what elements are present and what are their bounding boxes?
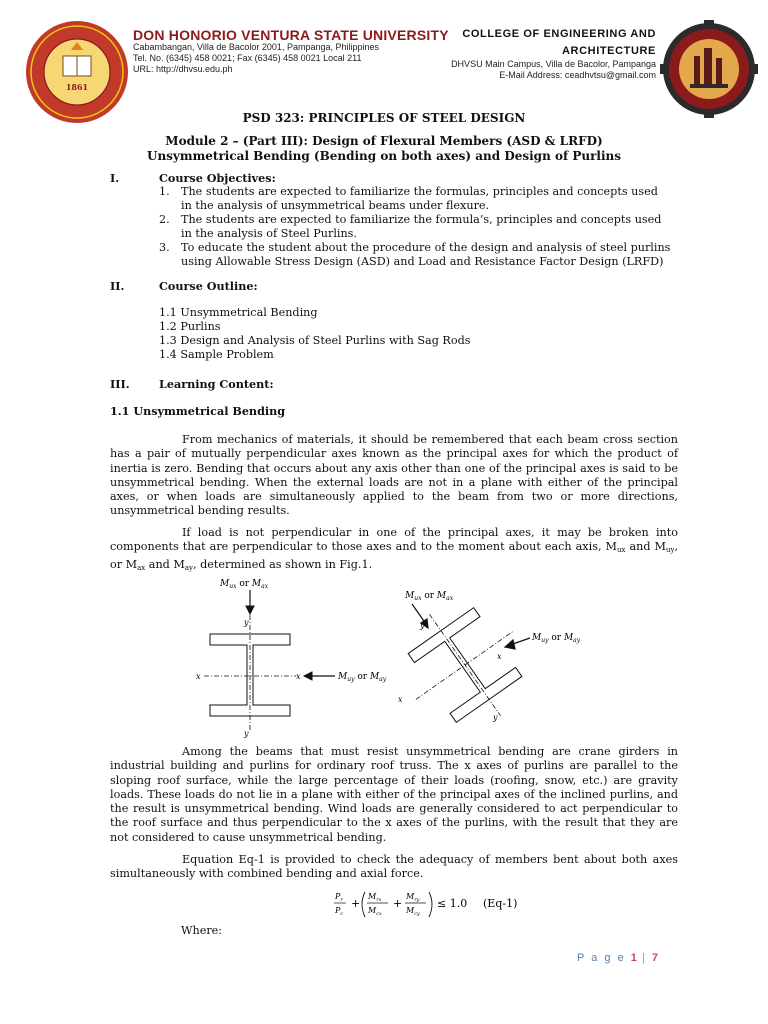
eq-label: (Eq-1)	[483, 897, 518, 910]
eq-text: M	[406, 892, 415, 901]
paragraph-4	[110, 853, 678, 882]
figure-text: ay	[379, 676, 387, 683]
university-seal	[25, 20, 129, 124]
axis-y-label: y	[244, 729, 249, 738]
college-email: E-Mail Address: ceadhvtsu@gmail.com	[499, 70, 656, 80]
eq-mry	[405, 892, 420, 903]
side-load-label	[337, 672, 387, 683]
outline-item: 1.3 Design and Analysis of Steel Purlins with Sag Rods	[159, 334, 471, 347]
figure-text: ax	[446, 595, 454, 602]
figure-text: ux	[414, 595, 422, 602]
eq-text: P	[335, 906, 341, 915]
objective-line: in the analysis of Steel Purlins.	[181, 227, 357, 240]
outline-item: 1.1 Unsymmetrical Bending	[159, 306, 318, 319]
paragraph-3-text: Among the beams that must resist unsymmetrical bending are crane girders in industrial building and purlins for ordinary roof truss. The x axes of purlins are parallel to the sloping roof surface, while the large percentage of their loads (roofing, snow, etc.) are gravity loads. These loads do not lie in a plane with either of the principal axes of the inclined purlins, and the result is unsymmetrical bending. Wind loads are generally considered to act perpendicular to the roof surface and thus perpendicular to the x axes of the purlins, with the result that they are not considered to cause unsymmetrical bending.	[110, 745, 678, 844]
eq-text: r	[340, 897, 343, 903]
outline-item: 1.4 Sample Problem	[159, 348, 274, 361]
paragraph-4-text: Equation Eq-1 is provided to check the adequacy of members bent about both axes simultaneously with combined bending and axial force.	[110, 853, 678, 881]
eq-text: M	[368, 892, 377, 901]
objective-line: using Allowable Stress Design (ASD) and Load and Resistance Factor Design (LRFD)	[181, 255, 664, 268]
module-title: Module 2 – (Part III): Design of Flexural Members (ASD & LRFD)	[165, 134, 603, 148]
outline-numeral: II.	[110, 279, 125, 293]
subscript: ux	[616, 546, 626, 555]
subscript: uy	[665, 546, 675, 555]
eq-text: ry	[414, 897, 420, 903]
university-name: DON HONORIO VENTURA STATE UNIVERSITY	[133, 27, 449, 43]
axis-y-label: y	[244, 618, 249, 627]
figure-text: M	[220, 579, 230, 589]
figure-text: or	[236, 579, 252, 589]
eq-mrx	[367, 892, 382, 903]
figure-text: M	[563, 633, 574, 643]
rotated-top-load-label	[404, 591, 454, 602]
objectives-numeral: I.	[110, 171, 120, 185]
paragraph-2-text: , or M	[110, 540, 678, 571]
axis-x-label: x	[296, 672, 301, 681]
paragraph-1	[110, 433, 678, 519]
eq-mcy	[405, 906, 420, 917]
paragraph-2-text: and M	[145, 557, 185, 571]
university-url: URL: http://dhvsu.edu.ph	[133, 64, 233, 74]
figure-text: uy	[541, 637, 549, 644]
axis-x-label: x	[497, 652, 502, 661]
paragraph-2	[110, 526, 678, 575]
figure-1	[190, 570, 590, 740]
figure-text: ax	[261, 583, 269, 590]
paragraph-2-text: and M	[625, 540, 666, 554]
eq-mcx	[367, 906, 382, 917]
figure-text: M	[338, 672, 348, 682]
learning-heading: Learning Content:	[159, 377, 274, 391]
eq-text: c	[340, 911, 344, 917]
figure-text: M	[532, 633, 542, 643]
college-name-line1: COLLEGE OF ENGINEERING AND	[462, 28, 656, 40]
page-number: 1	[630, 952, 637, 964]
college-logo	[660, 20, 758, 118]
topic-title: Unsymmetrical Bending (Bending on both axes) and Design of Purlins	[146, 149, 621, 163]
paragraph-2-text: If load is not perpendicular in one of the principal axes, it may be broken into components that are perpendicular to those axes and to the moment about each axis, M	[110, 526, 678, 554]
objective-num: 2.	[159, 213, 170, 226]
figure-text: M	[251, 579, 262, 589]
i-beam-upright	[204, 590, 335, 730]
outline-item: 1.2 Purlins	[159, 320, 221, 333]
eq-text: M	[406, 906, 415, 915]
objective-line: in the analysis of unsymmetrical beams under flexure.	[181, 199, 490, 212]
top-load-label	[219, 579, 269, 590]
figure-text: ux	[229, 583, 237, 590]
figure-text: ay	[573, 637, 581, 644]
axis-x-label: x	[398, 695, 403, 704]
figure-text: M	[436, 591, 447, 601]
paragraph-3	[110, 745, 678, 845]
subscript: ay	[184, 563, 193, 572]
course-title: PSD 323: PRINCIPLES OF STEEL DESIGN	[242, 111, 526, 125]
eq-pc	[334, 906, 343, 917]
eq-text: cy	[414, 911, 420, 917]
college-name-line2: ARCHITECTURE	[562, 45, 656, 57]
rotated-side-load-label	[531, 633, 581, 644]
figure-text: or	[421, 591, 437, 601]
objective-num: 1.	[159, 185, 170, 198]
college-campus: DHVSU Main Campus, Villa de Bacolor, Pampanga	[451, 59, 656, 69]
page-word: P a g e	[577, 952, 626, 964]
axis-x-label: x	[196, 672, 201, 681]
objective-line: To educate the student about the procedure of the design and analysis of steel purlins	[181, 241, 671, 254]
university-phone: Tel. No. (6345) 458 0021; Fax (6345) 458 0021 Local 211	[133, 53, 362, 63]
objectives-heading: Course Objectives:	[159, 171, 276, 185]
eq-text: P	[335, 892, 341, 901]
page-footer	[577, 952, 658, 964]
axis-y-label: y	[420, 621, 425, 630]
equation-eq1	[333, 887, 533, 921]
objective-num: 3.	[159, 241, 170, 254]
eq-pr	[334, 892, 343, 903]
objective-line: The students are expected to familiarize the formula’s, principles and concepts used	[181, 213, 662, 226]
objective-line: The students are expected to familiarize the formulas, principles and concepts used	[181, 185, 658, 198]
figure-text: uy	[347, 676, 355, 683]
eq-plus: +	[351, 897, 361, 910]
figure-text: or	[548, 633, 564, 643]
page-total: 7	[651, 952, 658, 964]
figure-text: M	[405, 591, 415, 601]
i-beam-rotated	[380, 580, 549, 740]
eq-text: cx	[376, 911, 382, 917]
eq-text: M	[368, 906, 377, 915]
seal-year: 1861	[65, 82, 89, 92]
section-heading: 1.1 Unsymmetrical Bending	[110, 404, 286, 418]
where-label: Where:	[181, 924, 223, 937]
college-name	[416, 26, 656, 60]
figure-text: or	[354, 672, 370, 682]
eq-rhs: ≤ 1.0	[437, 897, 468, 910]
university-address: Cabambangan, Villa de Bacolor 2001, Pampanga, Philippines	[133, 42, 380, 52]
eq-text: rx	[376, 897, 382, 903]
axis-y-label: y	[493, 713, 498, 722]
figure-text: M	[369, 672, 380, 682]
eq-plus: +	[393, 897, 403, 910]
paragraph-1-text: From mechanics of materials, it should be remembered that each beam cross section has a pair of mutually perpendicular axes known as the principal axes for which the product of inertia is zero. Bending that occurs about any axis other than one of the principal axes is said to be unsymmetrical bending. When the external loads are not in a plane with either of the principal axes, or when loads are simultaneously applied to the beam from two or more directions, unsymmetrical bending results.	[110, 433, 678, 518]
subscript: ax	[137, 563, 146, 572]
learning-numeral: III.	[110, 377, 130, 391]
paragraph-2-text: , determined as shown in Fig.1.	[192, 557, 373, 571]
page-separator: |	[641, 952, 647, 964]
outline-heading: Course Outline:	[159, 279, 258, 293]
